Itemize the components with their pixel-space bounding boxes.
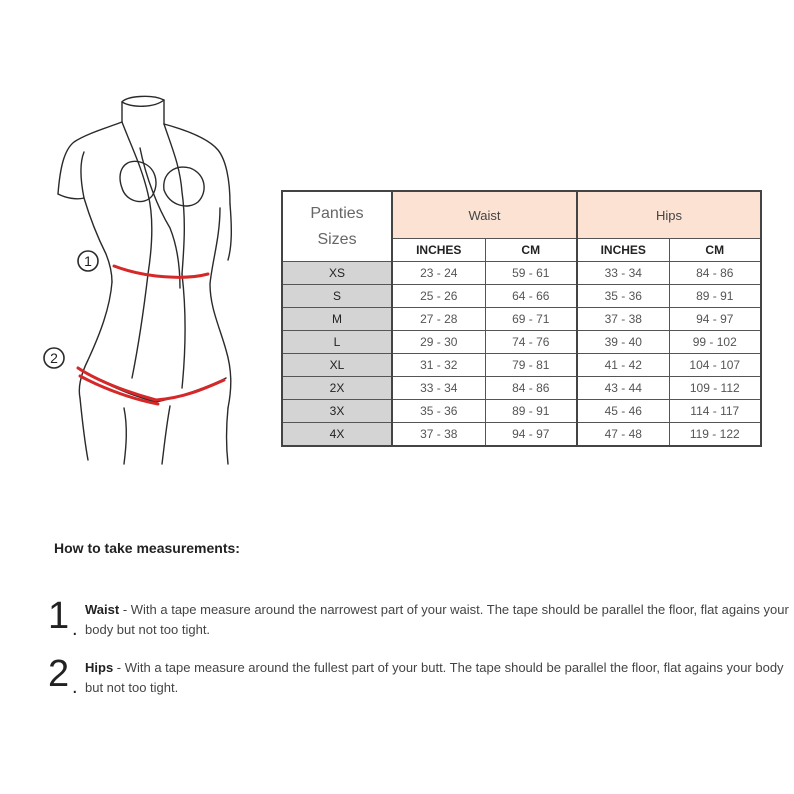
size-cell: L	[282, 331, 392, 354]
hips-inches-cell: 41 - 42	[577, 354, 669, 377]
corner-header	[282, 191, 392, 262]
waist-inches-cell: 35 - 36	[392, 400, 485, 423]
step-number: 2	[48, 653, 70, 695]
hips-inches-cell: 37 - 38	[577, 308, 669, 331]
hips-cm-cell: 114 - 117	[669, 400, 761, 423]
step-description: - With a tape measure around the narrowest part of your waist. The tape should be parallel the floor, flat agains your body but not too tight.	[85, 602, 789, 637]
step-number: 1	[48, 595, 70, 637]
size-chart-table	[281, 190, 762, 447]
waist-inches-cell: 29 - 30	[392, 331, 485, 354]
hips-inches-cell: 39 - 40	[577, 331, 669, 354]
hips-inches-cell: 45 - 46	[577, 400, 669, 423]
waist-inches-cell: 27 - 28	[392, 308, 485, 331]
hips-cm-cell: 99 - 102	[669, 331, 761, 354]
step-description: - With a tape measure around the fullest part of your butt. The tape should be parallel the floor, flat agains your body but not too tight.	[85, 660, 784, 695]
hips-cm-cell: 89 - 91	[669, 285, 761, 308]
waist-cm-cell: 74 - 76	[485, 331, 577, 354]
waist-inches-cell: 37 - 38	[392, 423, 485, 447]
waist-inches-cell: 33 - 34	[392, 377, 485, 400]
hips-inches-cell: 43 - 44	[577, 377, 669, 400]
table-row	[282, 354, 761, 377]
marker-2-label: 2	[50, 350, 58, 366]
waist-cm-cell: 89 - 91	[485, 400, 577, 423]
step-term: Hips	[85, 660, 114, 675]
hips-inches-cell: 47 - 48	[577, 423, 669, 447]
hips-cm-header: CM	[669, 239, 761, 262]
step-dot: .	[72, 618, 78, 640]
step-text	[85, 600, 790, 640]
hips-inches-cell: 33 - 34	[577, 262, 669, 285]
hips-cm-cell: 109 - 112	[669, 377, 761, 400]
hips-group-header: Hips	[577, 191, 761, 239]
size-cell: M	[282, 308, 392, 331]
size-cell: 4X	[282, 423, 392, 447]
hips-cm-cell: 119 - 122	[669, 423, 761, 447]
waist-band-line	[114, 266, 208, 277]
table-row	[282, 400, 761, 423]
waist-cm-cell: 64 - 66	[485, 285, 577, 308]
hips-inches-cell: 35 - 36	[577, 285, 669, 308]
table-row	[282, 262, 761, 285]
table-row	[282, 331, 761, 354]
size-cell: XS	[282, 262, 392, 285]
table-row	[282, 423, 761, 447]
waist-inches-header: INCHES	[392, 239, 485, 262]
waist-cm-header: CM	[485, 239, 577, 262]
corner-label-line1: Panties	[310, 204, 364, 222]
table-row	[282, 285, 761, 308]
size-cell: 3X	[282, 400, 392, 423]
mannequin-figure	[36, 88, 251, 468]
waist-cm-cell: 69 - 71	[485, 308, 577, 331]
hips-inches-header: INCHES	[577, 239, 669, 262]
waist-cm-cell: 59 - 61	[485, 262, 577, 285]
step-term: Waist	[85, 602, 120, 617]
hips-cm-cell: 94 - 97	[669, 308, 761, 331]
size-cell: S	[282, 285, 392, 308]
hip-band-line	[78, 368, 224, 400]
waist-cm-cell: 79 - 81	[485, 354, 577, 377]
hips-cm-cell: 84 - 86	[669, 262, 761, 285]
hips-cm-cell: 104 - 107	[669, 354, 761, 377]
marker-1-label: 1	[84, 253, 92, 269]
instructions-title: How to take measurements:	[54, 540, 240, 556]
waist-cm-cell: 94 - 97	[485, 423, 577, 447]
size-cell: 2X	[282, 377, 392, 400]
waist-inches-cell: 25 - 26	[392, 285, 485, 308]
table-row	[282, 308, 761, 331]
size-cell: XL	[282, 354, 392, 377]
table-row	[282, 377, 761, 400]
waist-inches-cell: 31 - 32	[392, 354, 485, 377]
step-text	[85, 658, 790, 698]
waist-cm-cell: 84 - 86	[485, 377, 577, 400]
step-dot: .	[72, 676, 78, 698]
mannequin-illustration	[36, 88, 251, 468]
corner-label-line2: Sizes	[317, 230, 357, 248]
waist-group-header: Waist	[392, 191, 577, 239]
waist-inches-cell: 23 - 24	[392, 262, 485, 285]
